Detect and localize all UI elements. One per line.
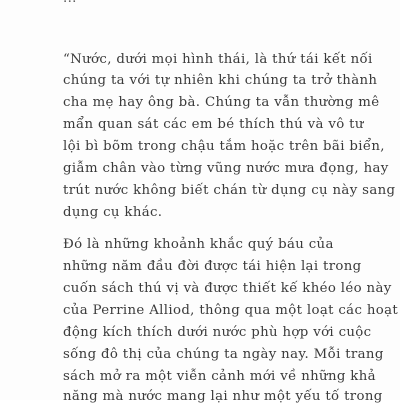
text-line: Đó là những khoảnh khắc quý báu của xyxy=(63,237,334,252)
text-line: sách mở ra một viễn cảnh mới về những khả xyxy=(63,369,376,384)
cut-off-top-line xyxy=(63,0,77,7)
text-line: mẩn quan sát các em bé thích thú và vô tư xyxy=(63,117,364,132)
text-line: “Nước, dưới mọi hình thái, là thứ tái kết nối xyxy=(63,52,373,67)
text-line: sống đô thị của chúng ta ngày nay. Mỗi trang xyxy=(63,347,384,362)
text-line: cuốn sách thú vị và được thiết kế khéo léo này xyxy=(63,281,392,296)
text-line: dụng cụ khác. xyxy=(63,205,163,220)
text-line: năng mà nước mang lại như một yếu tố trong xyxy=(63,389,383,404)
text-line: những năm đầu đời được tái hiện lại trong xyxy=(63,259,362,274)
text-line: trút nước không biết chán từ dụng cụ này sang xyxy=(63,183,396,198)
text-line: động kích thích dưới nước phù hợp với cuộc xyxy=(63,325,372,340)
text-line: giẫm chân vào từng vũng nước mưa đọng, hay xyxy=(63,161,389,176)
text-line: cha mẹ hay ông bà. Chúng ta vẫn thường mê xyxy=(63,95,380,110)
text-line: lội bì bõm trong chậu tắm hoặc trên bãi biển, xyxy=(63,139,385,154)
text-line: của Perrine Alliod, thông qua một loạt các hoạt xyxy=(63,303,399,318)
text-line: chúng ta với tự nhiên khi chúng ta trở thành xyxy=(63,73,378,88)
